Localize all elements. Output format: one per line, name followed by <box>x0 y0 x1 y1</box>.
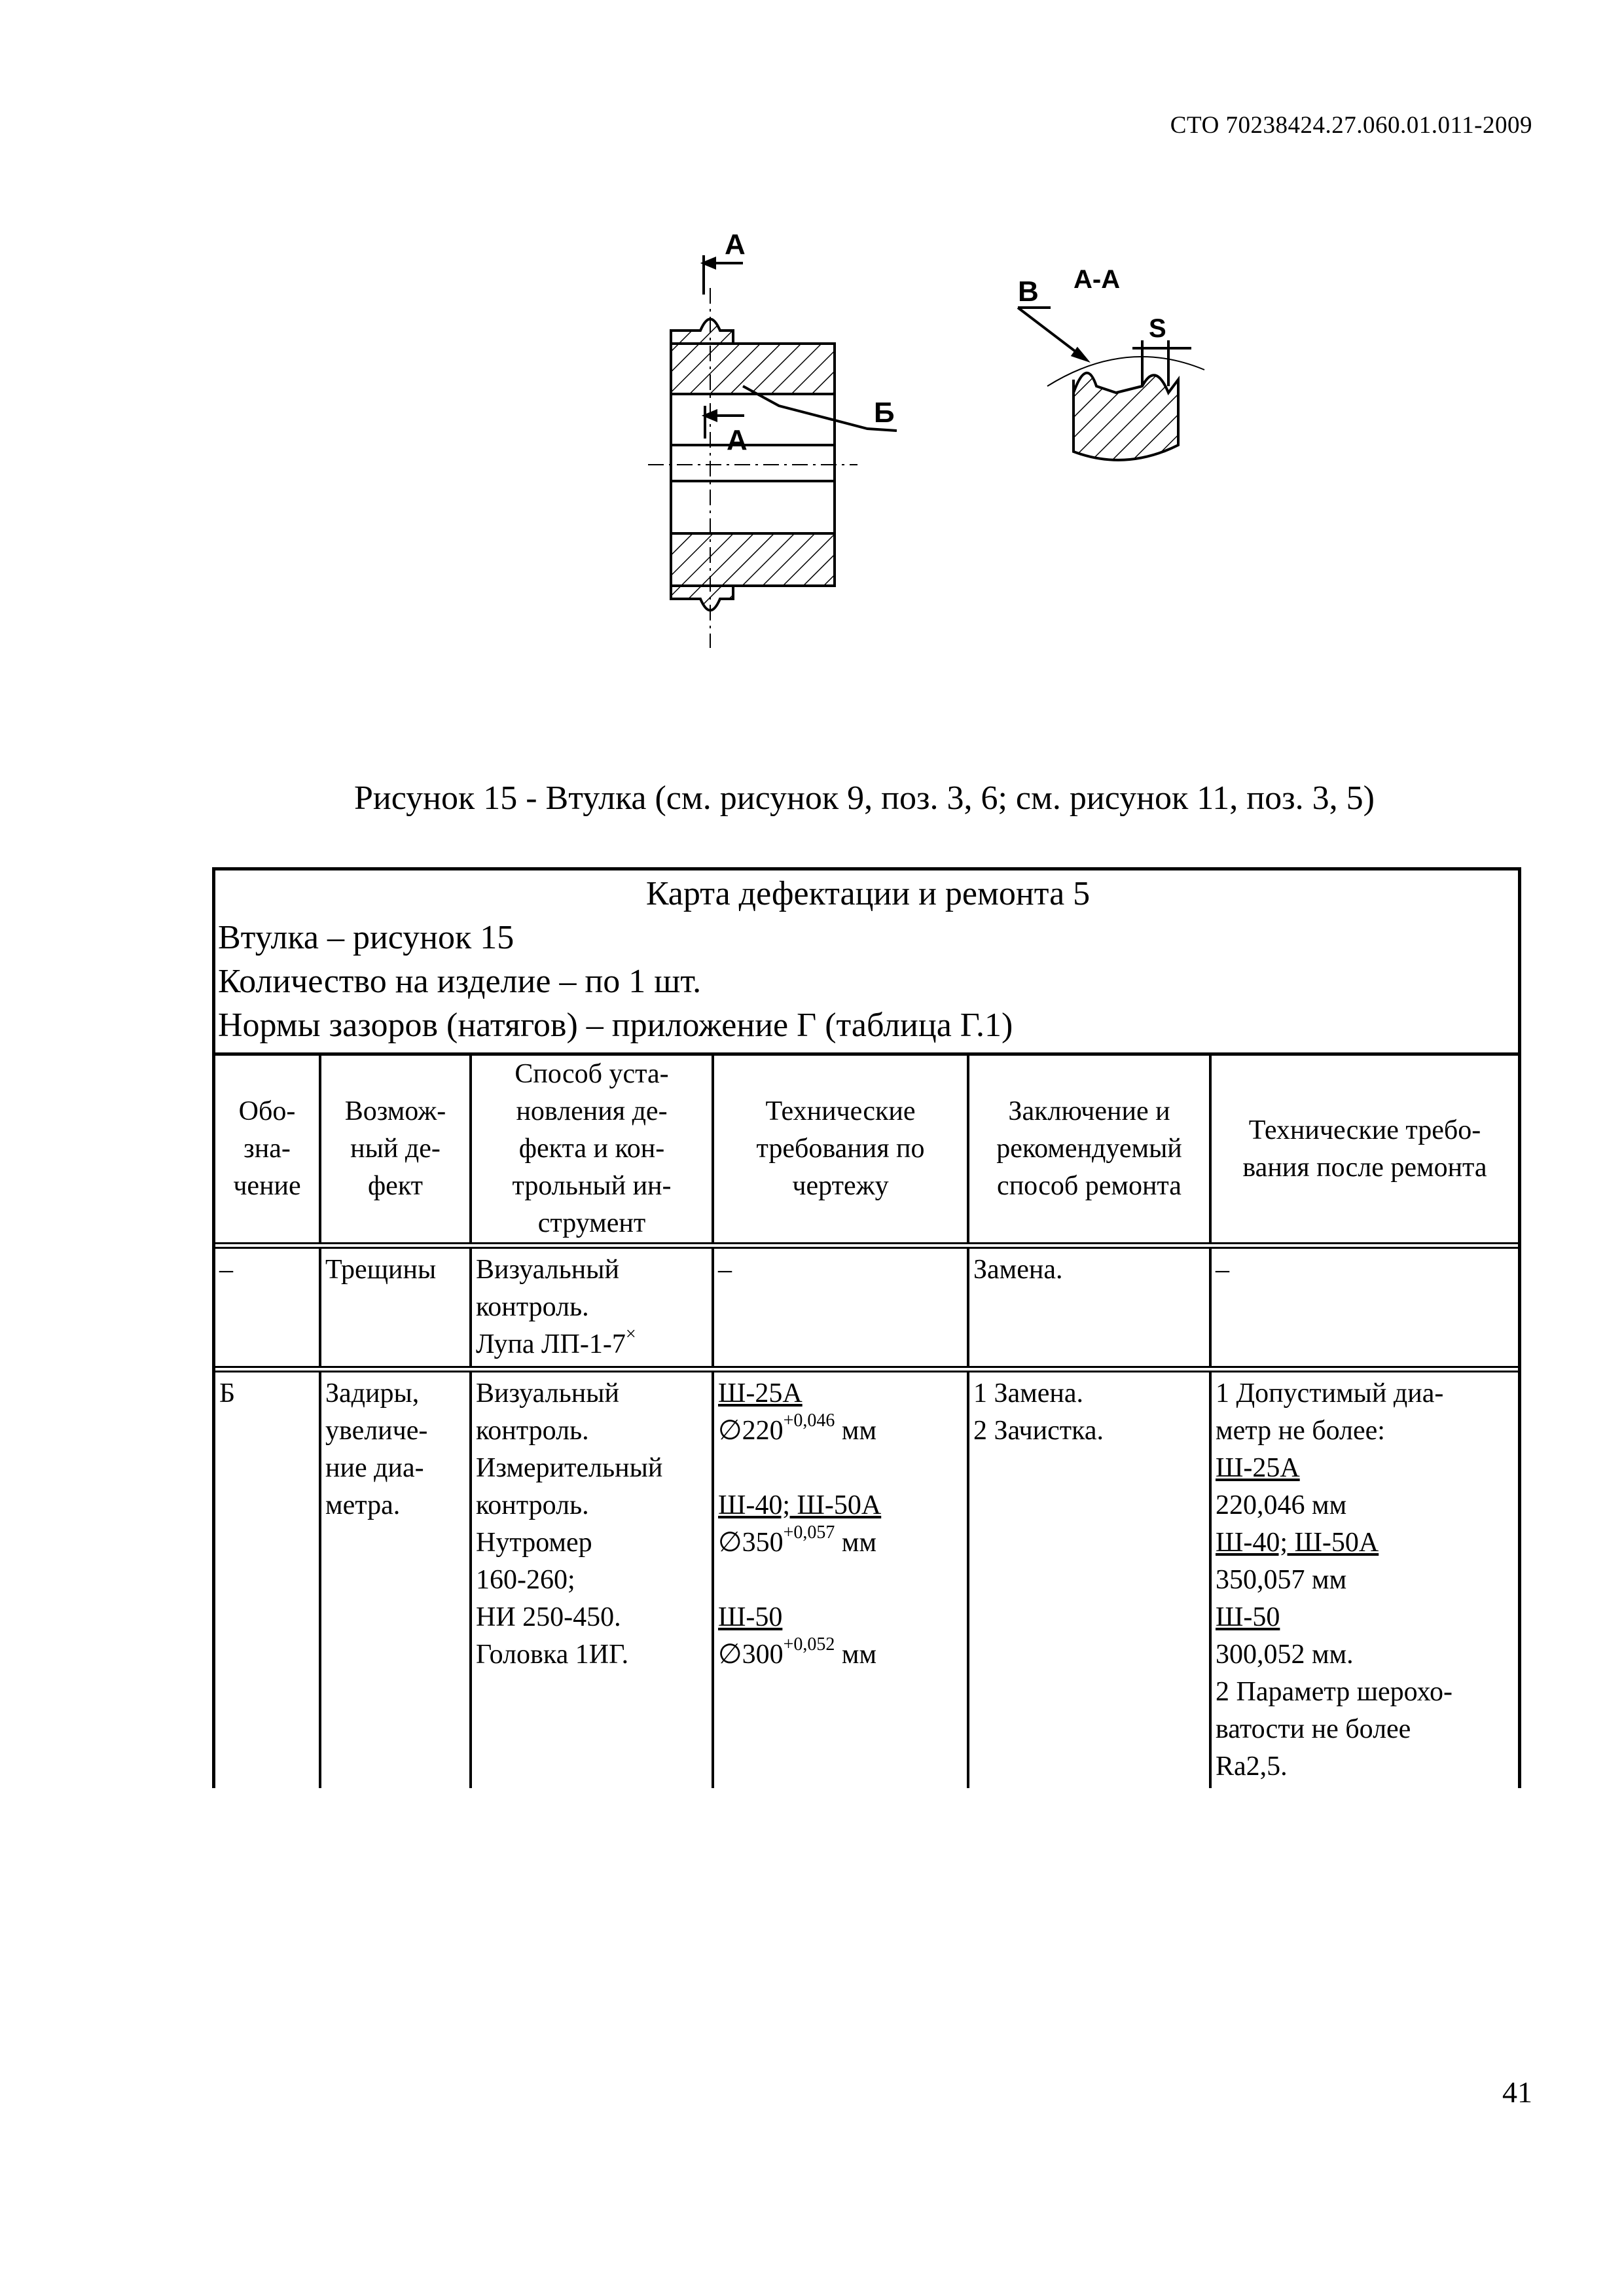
after-intro: 1 Допустимый диа- метр не более: <box>1216 1378 1444 1446</box>
column-header: Технические требования по чертежу <box>713 1056 968 1246</box>
cell-requirements <box>713 1369 968 1788</box>
cell-conclusion: 1 Замена. 2 Зачистка. <box>968 1369 1210 1788</box>
defects-table <box>215 1056 1518 1788</box>
cell-requirements: – <box>713 1246 968 1369</box>
method-sup: × <box>625 1324 636 1344</box>
cell-method <box>471 1246 713 1369</box>
req-diameter: $\emptyset 300^{+0,052}$ мм <box>718 1634 877 1670</box>
table-row <box>215 1369 1518 1788</box>
after-model: Ш-50 <box>1216 1602 1280 1632</box>
after-value: 350,057 мм <box>1216 1565 1347 1595</box>
req-diameter: $\emptyset 350^{+0,057}$ мм <box>718 1522 877 1558</box>
bushing-drawing <box>628 190 1218 674</box>
req-model: Ш-25А <box>718 1378 803 1408</box>
defect-card <box>212 867 1521 1788</box>
card-part: Втулка – рисунок 15 <box>218 919 514 956</box>
req-diameter: $\emptyset 220^{+0,046}$ мм <box>718 1410 877 1446</box>
column-header: Возмож- ный де- фект <box>320 1056 471 1246</box>
cell-conclusion: Замена. <box>968 1246 1210 1369</box>
card-header <box>215 870 1518 1056</box>
column-header: Технические требо- вания после ремонта <box>1210 1056 1518 1246</box>
req-model: Ш-50 <box>718 1602 783 1632</box>
bushing-side-view <box>648 255 897 648</box>
cell-defect: Задиры, увеличе- ние диа- метра. <box>320 1369 471 1788</box>
label-s: S <box>1149 314 1166 343</box>
cell-after-repair: – <box>1210 1246 1518 1369</box>
method-text: Визуальный контроль. Лупа ЛП-1-7 <box>476 1255 626 1359</box>
label-v: В <box>1018 276 1039 308</box>
after-model: Ш-40; Ш-50А <box>1216 1528 1379 1558</box>
label-b: Б <box>874 397 895 429</box>
table-row <box>215 1246 1518 1369</box>
after-outro: 2 Параметр шерохо- ватости не более Ra2,5. <box>1216 1677 1453 1782</box>
card-title: Карта дефектации и ремонта 5 <box>645 875 1091 912</box>
document-code: СТО 70238424.27.060.01.011-2009 <box>1170 112 1532 139</box>
cell-after-repair <box>1210 1369 1518 1788</box>
column-header: Способ уста- новления де- фекта и кон- трольный ин- струмент <box>471 1056 713 1246</box>
figure-caption: Рисунок 15 - Втулка (см. рисунок 9, поз. 3, 6; см. рисунок 11, поз. 3, 5) <box>354 780 1375 817</box>
section-mark-a-mid: А <box>727 424 748 456</box>
column-header: Заключение и рекомендуемый способ ремонта <box>968 1056 1210 1246</box>
section-title-aa: А-А <box>1074 265 1121 294</box>
cell-designation: Б <box>219 1378 236 1408</box>
after-value: 220,046 мм <box>1216 1490 1347 1520</box>
card-quantity: Количество на изделие – по 1 шт. <box>218 963 702 1000</box>
cell-defect: Трещины <box>320 1246 471 1369</box>
card-norms: Нормы зазоров (натягов) – приложение Г (таблица Г.1) <box>218 1007 1013 1044</box>
cell-method: Визуальный контроль. Измерительный контроль. Нутромер 160-260; НИ 250-450. Головка 1ИГ. <box>471 1369 713 1788</box>
req-model: Ш-40; Ш-50А <box>718 1490 882 1520</box>
section-mark-a-top: А <box>725 228 746 260</box>
section-aa-view <box>1018 308 1204 460</box>
table-header-row <box>215 1056 1518 1246</box>
column-header: Обо- зна- чение <box>233 1096 301 1201</box>
page-number: 41 <box>1502 2075 1532 2109</box>
after-model: Ш-25А <box>1216 1453 1300 1483</box>
cell-designation: – <box>219 1255 233 1285</box>
after-value: 300,052 мм. <box>1216 1640 1354 1670</box>
